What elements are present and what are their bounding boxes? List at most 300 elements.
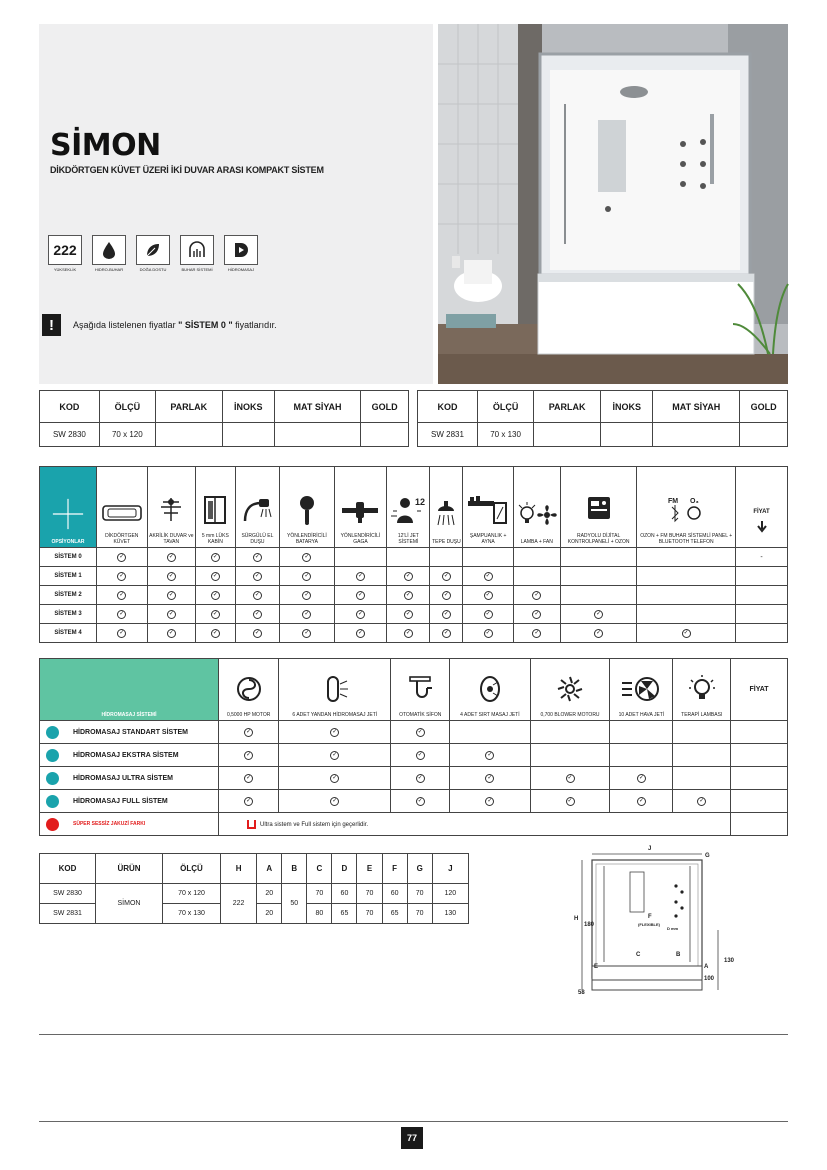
teal-dot-icon (46, 726, 59, 739)
height-badge: 222 (48, 235, 82, 265)
hydromassage-cell (219, 721, 279, 744)
col-head-shower: TEPE DUŞU (430, 467, 463, 548)
check-icon: ✓ (443, 572, 449, 579)
hydromassage-label-cell (40, 790, 219, 813)
label-130: 130 (724, 958, 735, 964)
price-cell (274, 423, 361, 447)
check-icon: ✓ (485, 572, 491, 579)
header-cell: PARLAK (155, 391, 222, 423)
option-cell (280, 586, 334, 605)
option-cell (513, 548, 560, 567)
option-cell (235, 605, 280, 624)
hydromassage-cell (673, 790, 731, 813)
check-icon: ✓ (567, 774, 573, 781)
header-cell: MAT SİYAH (274, 391, 361, 423)
red-dot-icon (46, 818, 59, 831)
feature-label: HİDROMASAJ (227, 267, 255, 272)
col-motor: 0,5000 HP MOTOR (219, 659, 279, 721)
product-subtitle: DİKDÖRTGEN KÜVET ÜZERİ İKİ DUVAR ARASI KOMPAKT SİSTEM (50, 165, 324, 175)
check-icon: ✓ (357, 610, 363, 617)
size-cell: 70 x 120 (99, 423, 155, 447)
option-cell (196, 605, 236, 624)
h-cell: 222 (221, 884, 257, 924)
label-c: C (636, 952, 641, 958)
dimension-table (39, 853, 469, 924)
price-cell (731, 721, 788, 744)
a-cell: 20 (257, 904, 282, 924)
e-cell: 70 (357, 884, 382, 904)
option-cell (334, 567, 387, 586)
header-cell: MAT SİYAH (653, 391, 740, 423)
check-icon: ✓ (638, 797, 644, 804)
plus-icon (50, 497, 86, 531)
label-g: G (705, 853, 710, 859)
silent-label-cell (40, 813, 219, 836)
notice-prefix: Aşağıda listelenen fiyatlar (73, 320, 176, 330)
option-cell (147, 548, 195, 567)
product-name: SİMON (50, 128, 161, 163)
check-icon: ✓ (485, 629, 491, 636)
svg-text:12: 12 (415, 497, 426, 507)
header-cell: KOD (418, 391, 478, 423)
option-cell (430, 548, 463, 567)
header-cell: ÖLÇÜ (478, 391, 534, 423)
option-cell (334, 586, 387, 605)
option-cell (147, 605, 195, 624)
option-cell (280, 548, 334, 567)
label-d: D mm (667, 926, 679, 931)
teal-dot-icon (46, 772, 59, 785)
options-header: OPSİYONLAR (40, 467, 97, 548)
hydromassage-cell (391, 790, 450, 813)
header-cell: C (307, 854, 332, 884)
side-jets-icon (320, 674, 350, 704)
feature-eco (133, 235, 173, 272)
hydromassage-cell (219, 790, 279, 813)
check-icon: ✓ (212, 591, 218, 598)
check-icon: ✓ (596, 610, 602, 617)
col-cabin: 5 mm LÜKS KABİN (196, 467, 236, 548)
e-cell: 70 (357, 904, 382, 924)
check-icon: ✓ (212, 553, 218, 560)
footer-rule (39, 1034, 788, 1035)
option-cell (637, 567, 736, 586)
col-spout: YÖNLENDİRİCİLİ GAGA (334, 467, 387, 548)
feature-hydromassage (221, 235, 261, 272)
option-cell (196, 548, 236, 567)
hydromassage-table (39, 658, 788, 836)
col-battery: YÖNLENDİRİCİLİ BATARYA (280, 467, 334, 548)
check-icon: ✓ (304, 629, 310, 636)
price-table-sw2831 (417, 390, 788, 447)
check-icon: ✓ (534, 610, 540, 617)
option-cell (196, 567, 236, 586)
arrow-down-icon (757, 521, 767, 533)
header-cell: D (332, 854, 357, 884)
label-h: H (574, 916, 579, 922)
option-cell (513, 605, 560, 624)
hydromassage-label: HİDROMASAJ FULL SİSTEM (73, 797, 168, 805)
option-cell (387, 548, 430, 567)
hydromassage-label: HİDROMASAJ STANDART SİSTEM (73, 728, 188, 736)
check-icon: ✓ (596, 629, 602, 636)
options-row (40, 605, 788, 624)
option-cell (637, 605, 736, 624)
check-icon: ✓ (119, 610, 125, 617)
check-icon: ✓ (487, 774, 493, 781)
hydromassage-cell (673, 721, 731, 744)
option-cell (196, 586, 236, 605)
motor-icon (234, 674, 264, 704)
price-cell (731, 767, 788, 790)
check-icon: ✓ (212, 610, 218, 617)
hydromassage-cell (610, 790, 673, 813)
check-icon: ✓ (332, 728, 338, 735)
options-row (40, 567, 788, 586)
size-cell: 70 x 130 (478, 423, 534, 447)
silent-note: Ultra sistem ve Full sistem için geçerlidir. (260, 821, 369, 828)
notice-suffix: fiyatlarıdır. (235, 320, 277, 330)
option-cell (430, 605, 463, 624)
hydromassage-cell (279, 790, 391, 813)
cabin-icon (200, 493, 230, 527)
check-icon: ✓ (487, 751, 493, 758)
header-cell: H (221, 854, 257, 884)
j-cell: 130 (432, 904, 468, 924)
feature-label: HIDRO-BUHAR (94, 267, 124, 272)
check-icon: ✓ (332, 774, 338, 781)
col-back-jets: 4 ADET SIRT MASAJ JETİ (450, 659, 530, 721)
option-cell (430, 586, 463, 605)
system-label: SİSTEM 3 (40, 605, 97, 624)
options-row (40, 548, 788, 567)
option-cell (513, 624, 560, 643)
option-cell (387, 605, 430, 624)
check-icon: ✓ (638, 774, 644, 781)
header-cell: PARLAK (534, 391, 601, 423)
price-cell (736, 567, 788, 586)
hydromassage-header: HİDROMASAJ SİSTEMİ (40, 659, 219, 721)
check-icon: ✓ (699, 797, 705, 804)
price-cell (736, 586, 788, 605)
check-icon: ✓ (246, 751, 252, 758)
acrylic-wall-icon (156, 493, 186, 527)
hydromassage-icon (224, 235, 258, 265)
f-cell: 60 (382, 884, 407, 904)
j-cell: 120 (432, 884, 468, 904)
steam-icon (180, 235, 214, 265)
option-cell (560, 586, 637, 605)
b-cell: 50 (282, 884, 307, 924)
bathtub-icon (100, 493, 144, 527)
footer-rule (39, 1121, 788, 1122)
check-icon: ✓ (405, 591, 411, 598)
check-icon: ✓ (119, 629, 125, 636)
c-cell: 70 (307, 884, 332, 904)
option-cell (97, 586, 148, 605)
options-table (39, 466, 788, 643)
check-icon: ✓ (254, 629, 260, 636)
check-icon: ✓ (357, 572, 363, 579)
feature-label: DOĞA DOSTU (139, 267, 167, 272)
option-cell (280, 624, 334, 643)
air-jets-icon (619, 674, 663, 704)
option-cell (463, 624, 513, 643)
check-icon: ✓ (168, 591, 174, 598)
hydromassage-cell (219, 767, 279, 790)
col-shampoo: ŞAMPUANLIK + AYNA (463, 467, 513, 548)
control-panel-icon (584, 493, 614, 527)
option-cell (637, 624, 736, 643)
teal-dot-icon (46, 749, 59, 762)
label-j: J (648, 846, 652, 852)
back-jets-icon (475, 674, 505, 704)
price-cell (155, 423, 222, 447)
col-price: FİYAT (731, 659, 788, 721)
price-cell (361, 423, 409, 447)
hydrosteam-icon (92, 235, 126, 265)
option-cell (97, 548, 148, 567)
price-notice (42, 314, 277, 336)
check-icon: ✓ (417, 728, 423, 735)
bluetooth-panel-icon (664, 493, 708, 527)
hydromassage-row (40, 721, 788, 744)
option-cell (430, 567, 463, 586)
header-cell: GOLD (361, 391, 409, 423)
option-cell (97, 624, 148, 643)
hydromassage-cell (450, 721, 530, 744)
mixer-icon (295, 493, 319, 527)
price-cell (653, 423, 740, 447)
price-cell (534, 423, 601, 447)
check-icon: ✓ (567, 797, 573, 804)
price-cell (731, 813, 788, 836)
check-icon: ✓ (534, 591, 540, 598)
lamp-fan-icon (515, 499, 559, 533)
option-cell (334, 624, 387, 643)
label-100: 100 (704, 976, 715, 982)
col-acrylic: AKRİLİK DUVAR ve TAVAN (147, 467, 195, 548)
col-bathtub: DİKDÖRTGEN KÜVET (97, 467, 148, 548)
option-cell (463, 548, 513, 567)
check-icon: ✓ (405, 572, 411, 579)
check-icon: ✓ (168, 610, 174, 617)
check-icon: ✓ (168, 629, 174, 636)
g-cell: 70 (407, 884, 432, 904)
siphon-icon (405, 674, 435, 704)
svg-text:O₃: O₃ (690, 498, 699, 505)
header-cell: G (407, 854, 432, 884)
hydromassage-cell (279, 721, 391, 744)
check-icon: ✓ (405, 629, 411, 636)
blower-icon (555, 674, 585, 704)
hydromassage-cell (530, 790, 610, 813)
c-cell: 80 (307, 904, 332, 924)
header-cell: KOD (40, 854, 96, 884)
code-cell: SW 2831 (40, 904, 96, 924)
f-cell: 65 (382, 904, 407, 924)
check-icon: ✓ (168, 553, 174, 560)
silent-row (40, 813, 788, 836)
col-blower: 0,700 BLOWER MOTORU (530, 659, 610, 721)
system-label: SİSTEM 2 (40, 586, 97, 605)
option-cell (560, 567, 637, 586)
hydromassage-cell (673, 744, 731, 767)
code-cell: SW 2830 (40, 884, 96, 904)
warning-icon (247, 820, 256, 829)
option-cell (513, 586, 560, 605)
header-cell: GOLD (740, 391, 788, 423)
hydromassage-cell (219, 744, 279, 767)
check-icon: ✓ (119, 572, 125, 579)
hydromassage-cell (450, 744, 530, 767)
code-cell: SW 2830 (40, 423, 100, 447)
size-cell: 70 x 130 (163, 904, 221, 924)
jets-icon (389, 493, 427, 527)
spout-icon (338, 493, 382, 527)
header-cell: B (282, 854, 307, 884)
system-label: SİSTEM 1 (40, 567, 97, 586)
price-cell (736, 605, 788, 624)
check-icon: ✓ (443, 591, 449, 598)
hydromassage-cell (279, 744, 391, 767)
check-icon: ✓ (119, 553, 125, 560)
feature-label: YÜKSEKLİK (53, 267, 77, 272)
check-icon: ✓ (304, 610, 310, 617)
option-cell (463, 605, 513, 624)
g-cell: 70 (407, 904, 432, 924)
hydromassage-cell (279, 767, 391, 790)
head-shower-icon (431, 499, 461, 533)
product-cell: SİMON (96, 884, 163, 924)
hydromassage-cell (530, 767, 610, 790)
shampoo-mirror-icon (466, 493, 510, 527)
hydromassage-row (40, 790, 788, 813)
header-cell: ÜRÜN (96, 854, 163, 884)
option-cell (560, 548, 637, 567)
notice-text (73, 320, 277, 330)
hydromassage-cell (450, 767, 530, 790)
check-icon: ✓ (357, 629, 363, 636)
col-radio-panel: RADYOLU DİJİTAL KONTROLPANELİ + OZON (560, 467, 637, 548)
header-cell: F (382, 854, 407, 884)
col-ozone-panel: FM O₃ OZON + FM BUHAR SİSTEMLİ PANEL + BLUETOOTH TELEFON (637, 467, 736, 548)
hydromassage-cell (610, 721, 673, 744)
label-e: E (594, 964, 599, 970)
option-cell (147, 624, 195, 643)
check-icon: ✓ (246, 728, 252, 735)
hydromassage-row (40, 767, 788, 790)
hydromassage-cell (391, 744, 450, 767)
header-cell: KOD (40, 391, 100, 423)
hydromassage-label-cell (40, 767, 219, 790)
check-icon: ✓ (332, 797, 338, 804)
warning-icon: ! (42, 314, 61, 336)
check-icon: ✓ (254, 572, 260, 579)
check-icon: ✓ (304, 553, 310, 560)
header-cell: İNOKS (222, 391, 274, 423)
check-icon: ✓ (534, 629, 540, 636)
check-icon: ✓ (485, 610, 491, 617)
check-icon: ✓ (332, 751, 338, 758)
option-cell (280, 605, 334, 624)
check-icon: ✓ (254, 591, 260, 598)
check-icon: ✓ (357, 591, 363, 598)
option-cell (560, 624, 637, 643)
silent-note-cell (219, 813, 731, 836)
check-icon: ✓ (212, 629, 218, 636)
feature-badges (45, 235, 261, 272)
price-cell (736, 624, 788, 643)
option-cell (147, 567, 195, 586)
option-cell (463, 567, 513, 586)
option-cell (387, 586, 430, 605)
svg-text:FM: FM (668, 498, 679, 505)
hydromassage-label: HİDROMASAJ ULTRA SİSTEM (73, 774, 173, 782)
option-cell (235, 624, 280, 643)
options-row (40, 624, 788, 643)
option-cell (235, 548, 280, 567)
col-therapy-lamp: TERAPİ LAMBASI (673, 659, 731, 721)
label-f-sub: (FLEXIBLE) (638, 922, 660, 927)
check-icon: ✓ (119, 591, 125, 598)
header-cell: İNOKS (601, 391, 653, 423)
check-icon: ✓ (487, 797, 493, 804)
option-cell (280, 567, 334, 586)
price-cell: - (736, 548, 788, 567)
check-icon: ✓ (212, 572, 218, 579)
price-cell (731, 790, 788, 813)
option-cell (97, 605, 148, 624)
label-h-val: 180 (584, 922, 595, 928)
d-cell: 60 (332, 884, 357, 904)
header-cell: A (257, 854, 282, 884)
check-icon: ✓ (417, 774, 423, 781)
check-icon: ✓ (443, 610, 449, 617)
header-cell: ÖLÇÜ (163, 854, 221, 884)
check-icon: ✓ (683, 629, 689, 636)
price-cell (740, 423, 788, 447)
check-icon: ✓ (417, 751, 423, 758)
therapy-lamp-icon (687, 674, 717, 704)
check-icon: ✓ (405, 610, 411, 617)
col-siphon: OTOMATİK SİFON (391, 659, 450, 721)
label-58: 58 (578, 990, 585, 996)
hydromassage-cell (610, 744, 673, 767)
col-price: FİYAT (736, 467, 788, 548)
hydromassage-cell (391, 767, 450, 790)
option-cell (196, 624, 236, 643)
check-icon: ✓ (254, 610, 260, 617)
system-label: SİSTEM 4 (40, 624, 97, 643)
technical-drawing (572, 842, 735, 1006)
price-cell (222, 423, 274, 447)
hydromassage-label-cell (40, 744, 219, 767)
system-label: SİSTEM 0 (40, 548, 97, 567)
feature-hydrosteam (89, 235, 129, 272)
option-cell (637, 586, 736, 605)
check-icon: ✓ (443, 629, 449, 636)
hydromassage-cell (530, 721, 610, 744)
col-air-jets: 10 ADET HAVA JETİ (610, 659, 673, 721)
check-icon: ✓ (246, 797, 252, 804)
label-a: A (704, 964, 709, 970)
option-cell (513, 567, 560, 586)
header-cell: E (357, 854, 382, 884)
options-row (40, 586, 788, 605)
page-number: 77 (401, 1127, 423, 1149)
option-cell (560, 605, 637, 624)
